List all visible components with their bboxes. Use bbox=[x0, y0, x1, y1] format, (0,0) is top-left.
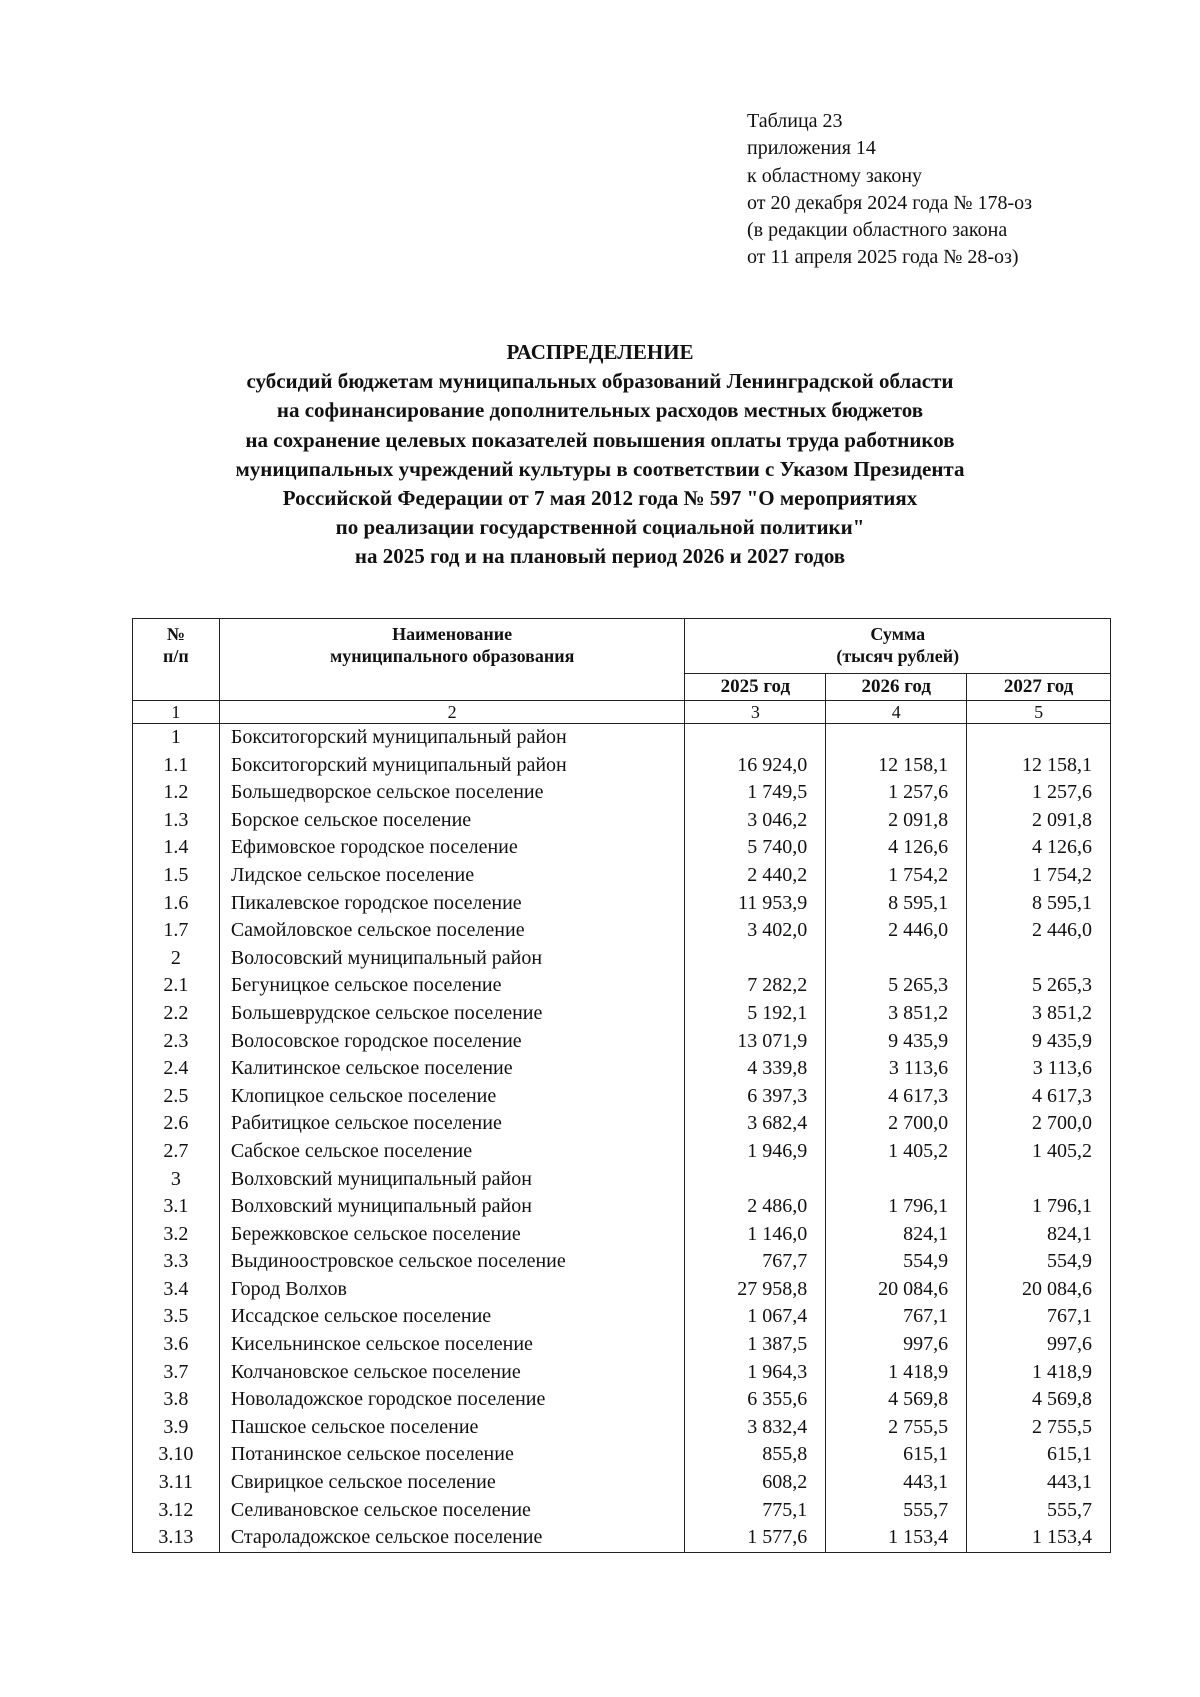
row-municipality-name: Клопицкое сельское поселение bbox=[219, 1083, 685, 1111]
row-municipality-name: Пашское сельское поселение bbox=[219, 1414, 685, 1442]
document-title bbox=[0, 338, 1200, 572]
row-value-2027 bbox=[967, 1166, 1111, 1194]
row-value-2025: 11 953,9 bbox=[685, 890, 826, 918]
row-municipality-name: Калитинское сельское поселение bbox=[219, 1055, 685, 1083]
row-value-2025: 13 071,9 bbox=[685, 1028, 826, 1056]
row-value-2027: 2 755,5 bbox=[967, 1414, 1111, 1442]
reference-law: к областному закону bbox=[747, 164, 923, 187]
row-value-2026: 615,1 bbox=[826, 1441, 967, 1469]
row-number: 3.2 bbox=[133, 1221, 220, 1249]
row-value-2026: 997,6 bbox=[826, 1331, 967, 1359]
row-value-2025: 1 577,6 bbox=[685, 1524, 826, 1552]
row-value-2026: 1 153,4 bbox=[826, 1524, 967, 1552]
row-number: 3.3 bbox=[133, 1248, 220, 1276]
row-municipality-name: Бегуницкое сельское поселение bbox=[219, 972, 685, 1000]
row-number: 2.5 bbox=[133, 1083, 220, 1111]
title-line: по реализации государственной социальной политики" bbox=[335, 515, 865, 540]
row-value-2027: 3 851,2 bbox=[967, 1000, 1111, 1028]
row-number: 1.1 bbox=[133, 752, 220, 780]
table-row bbox=[133, 1000, 1111, 1028]
row-value-2025: 1 749,5 bbox=[685, 779, 826, 807]
row-value-2025: 16 924,0 bbox=[685, 752, 826, 780]
row-number: 3.4 bbox=[133, 1276, 220, 1304]
row-value-2025 bbox=[685, 1166, 826, 1194]
row-number: 3.1 bbox=[133, 1193, 220, 1221]
row-municipality-name: Волосовское городское поселение bbox=[219, 1028, 685, 1056]
row-value-2026: 3 851,2 bbox=[826, 1000, 967, 1028]
row-municipality-name: Иссадское сельское поселение bbox=[219, 1303, 685, 1331]
table-row bbox=[133, 890, 1111, 918]
table-row bbox=[133, 972, 1111, 1000]
row-value-2026: 555,7 bbox=[826, 1497, 967, 1525]
row-value-2027: 1 418,9 bbox=[967, 1359, 1111, 1387]
row-value-2025: 7 282,2 bbox=[685, 972, 826, 1000]
header-number bbox=[133, 619, 220, 701]
row-value-2026: 1 754,2 bbox=[826, 862, 967, 890]
table-row bbox=[133, 1055, 1111, 1083]
row-municipality-name: Староладожское сельское поселение bbox=[219, 1524, 685, 1552]
table-row bbox=[133, 779, 1111, 807]
row-value-2026: 2 446,0 bbox=[826, 917, 967, 945]
header-name-line2: муниципального образования bbox=[329, 646, 575, 666]
row-municipality-name: Волховский муниципальный район bbox=[219, 1166, 685, 1194]
header-name-line1: Наименование bbox=[392, 624, 513, 644]
row-number: 2.7 bbox=[133, 1138, 220, 1166]
row-value-2025: 6 397,3 bbox=[685, 1083, 826, 1111]
table-body bbox=[133, 724, 1111, 1553]
row-municipality-name: Пикалевское городское поселение bbox=[219, 890, 685, 918]
row-value-2026: 1 796,1 bbox=[826, 1193, 967, 1221]
header-name bbox=[219, 619, 685, 701]
row-value-2027: 443,1 bbox=[967, 1469, 1111, 1497]
row-value-2027: 4 569,8 bbox=[967, 1386, 1111, 1414]
table-row bbox=[133, 1303, 1111, 1331]
title-line: на 2025 год и на плановый период 2026 и 2027 годов bbox=[354, 544, 846, 569]
header-sum bbox=[685, 619, 1111, 674]
row-municipality-name: Волховский муниципальный район bbox=[219, 1193, 685, 1221]
row-value-2026 bbox=[826, 724, 967, 752]
document-reference bbox=[747, 108, 1032, 272]
row-value-2027: 554,9 bbox=[967, 1248, 1111, 1276]
row-value-2025: 3 402,0 bbox=[685, 917, 826, 945]
row-number: 3.12 bbox=[133, 1497, 220, 1525]
table-row bbox=[133, 1166, 1111, 1194]
row-value-2025: 5 192,1 bbox=[685, 1000, 826, 1028]
table-row bbox=[133, 1276, 1111, 1304]
row-number: 3.13 bbox=[133, 1524, 220, 1552]
row-municipality-name: Бережковское сельское поселение bbox=[219, 1221, 685, 1249]
row-number: 1.6 bbox=[133, 890, 220, 918]
row-value-2027: 1 257,6 bbox=[967, 779, 1111, 807]
header-number-label: п/п bbox=[163, 646, 189, 666]
row-value-2027: 4 126,6 bbox=[967, 834, 1111, 862]
row-value-2025: 1 964,3 bbox=[685, 1359, 826, 1387]
row-municipality-name: Выдиноостровское сельское поселение bbox=[219, 1248, 685, 1276]
row-municipality-name: Волосовский муниципальный район bbox=[219, 945, 685, 973]
row-value-2025: 608,2 bbox=[685, 1469, 826, 1497]
row-number: 2.6 bbox=[133, 1110, 220, 1138]
row-value-2027: 1 153,4 bbox=[967, 1524, 1111, 1552]
row-value-2025: 1 387,5 bbox=[685, 1331, 826, 1359]
table-row bbox=[133, 724, 1111, 752]
row-municipality-name: Большеврудское сельское поселение bbox=[219, 1000, 685, 1028]
row-value-2025: 3 682,4 bbox=[685, 1110, 826, 1138]
row-value-2025: 6 355,6 bbox=[685, 1386, 826, 1414]
table-row bbox=[133, 834, 1111, 862]
row-value-2025: 1 946,9 bbox=[685, 1138, 826, 1166]
header-year-2027: 2027 год bbox=[967, 674, 1111, 701]
row-value-2026: 1 418,9 bbox=[826, 1359, 967, 1387]
row-value-2026: 2 755,5 bbox=[826, 1414, 967, 1442]
row-value-2026: 2 700,0 bbox=[826, 1110, 967, 1138]
row-value-2027: 615,1 bbox=[967, 1441, 1111, 1469]
row-number: 1.4 bbox=[133, 834, 220, 862]
row-value-2027: 5 265,3 bbox=[967, 972, 1111, 1000]
row-value-2027: 3 113,6 bbox=[967, 1055, 1111, 1083]
table-row bbox=[133, 752, 1111, 780]
row-value-2026: 1 257,6 bbox=[826, 779, 967, 807]
row-value-2027: 4 617,3 bbox=[967, 1083, 1111, 1111]
row-municipality-name: Город Волхов bbox=[219, 1276, 685, 1304]
table-row bbox=[133, 1193, 1111, 1221]
title-line: муниципальных учреждений культуры в соответствии с Указом Президента bbox=[235, 456, 965, 481]
row-value-2026: 1 405,2 bbox=[826, 1138, 967, 1166]
row-value-2026 bbox=[826, 945, 967, 973]
title-line: на софинансирование дополнительных расходов местных бюджетов bbox=[276, 398, 924, 423]
row-value-2025: 5 740,0 bbox=[685, 834, 826, 862]
table-row bbox=[133, 1083, 1111, 1111]
row-number: 1.7 bbox=[133, 917, 220, 945]
reference-edition: (в редакции областного закона bbox=[747, 219, 1008, 242]
header-year-2026: 2026 год bbox=[826, 674, 967, 701]
row-municipality-name: Кисельнинское сельское поселение bbox=[219, 1331, 685, 1359]
row-value-2027: 2 700,0 bbox=[967, 1110, 1111, 1138]
row-number: 2.3 bbox=[133, 1028, 220, 1056]
row-value-2025: 3 832,4 bbox=[685, 1414, 826, 1442]
row-municipality-name: Борское сельское поселение bbox=[219, 807, 685, 835]
row-value-2025: 27 958,8 bbox=[685, 1276, 826, 1304]
table-row bbox=[133, 807, 1111, 835]
table-row bbox=[133, 862, 1111, 890]
reference-edition-date: от 11 апреля 2025 года № 28-оз) bbox=[747, 246, 1019, 269]
row-municipality-name: Сабское сельское поселение bbox=[219, 1138, 685, 1166]
row-municipality-name: Большедворское сельское поселение bbox=[219, 779, 685, 807]
row-municipality-name: Ефимовское городское поселение bbox=[219, 834, 685, 862]
row-number: 3.11 bbox=[133, 1469, 220, 1497]
row-value-2027: 2 446,0 bbox=[967, 917, 1111, 945]
row-municipality-name: Колчановское сельское поселение bbox=[219, 1359, 685, 1387]
row-number: 2.2 bbox=[133, 1000, 220, 1028]
row-value-2027 bbox=[967, 724, 1111, 752]
row-value-2025: 2 440,2 bbox=[685, 862, 826, 890]
row-value-2025 bbox=[685, 724, 826, 752]
table-row bbox=[133, 1110, 1111, 1138]
row-value-2027: 1 405,2 bbox=[967, 1138, 1111, 1166]
row-value-2026: 3 113,6 bbox=[826, 1055, 967, 1083]
header-year-2025: 2025 год bbox=[685, 674, 826, 701]
row-number: 3.8 bbox=[133, 1386, 220, 1414]
row-number: 1.2 bbox=[133, 779, 220, 807]
column-number: 4 bbox=[826, 701, 967, 724]
row-value-2025: 3 046,2 bbox=[685, 807, 826, 835]
row-value-2027: 12 158,1 bbox=[967, 752, 1111, 780]
table-row bbox=[133, 1028, 1111, 1056]
row-value-2025: 775,1 bbox=[685, 1497, 826, 1525]
row-number: 1.3 bbox=[133, 807, 220, 835]
row-value-2026: 4 569,8 bbox=[826, 1386, 967, 1414]
table-row bbox=[133, 1138, 1111, 1166]
row-value-2026: 443,1 bbox=[826, 1469, 967, 1497]
row-number: 3.9 bbox=[133, 1414, 220, 1442]
row-municipality-name: Рабитицкое сельское поселение bbox=[219, 1110, 685, 1138]
row-value-2027: 997,6 bbox=[967, 1331, 1111, 1359]
row-number: 3.7 bbox=[133, 1359, 220, 1387]
row-value-2027 bbox=[967, 945, 1111, 973]
table-row bbox=[133, 1359, 1111, 1387]
row-value-2026: 5 265,3 bbox=[826, 972, 967, 1000]
row-municipality-name: Потанинское сельское поселение bbox=[219, 1441, 685, 1469]
header-sum-line2: (тысяч рублей) bbox=[836, 646, 960, 666]
row-value-2026: 824,1 bbox=[826, 1221, 967, 1249]
row-value-2025: 2 486,0 bbox=[685, 1193, 826, 1221]
table-row bbox=[133, 1221, 1111, 1249]
column-number: 2 bbox=[219, 701, 685, 724]
table-row bbox=[133, 1414, 1111, 1442]
row-number: 2.4 bbox=[133, 1055, 220, 1083]
row-municipality-name: Самойловское сельское поселение bbox=[219, 917, 685, 945]
reference-appendix: приложения 14 bbox=[747, 137, 876, 160]
row-number: 1 bbox=[133, 724, 220, 752]
table-row bbox=[133, 1441, 1111, 1469]
row-value-2026: 2 091,8 bbox=[826, 807, 967, 835]
row-number: 3.6 bbox=[133, 1331, 220, 1359]
row-number: 3.5 bbox=[133, 1303, 220, 1331]
row-value-2026: 8 595,1 bbox=[826, 890, 967, 918]
row-number: 3 bbox=[133, 1166, 220, 1194]
row-value-2027: 2 091,8 bbox=[967, 807, 1111, 835]
row-municipality-name: Новоладожское городское поселение bbox=[219, 1386, 685, 1414]
header-sum-line1: Сумма bbox=[870, 624, 926, 644]
column-number: 3 bbox=[685, 701, 826, 724]
row-value-2026: 4 617,3 bbox=[826, 1083, 967, 1111]
row-value-2026: 9 435,9 bbox=[826, 1028, 967, 1056]
row-value-2025: 855,8 bbox=[685, 1441, 826, 1469]
row-value-2025: 4 339,8 bbox=[685, 1055, 826, 1083]
row-municipality-name: Селивановское сельское поселение bbox=[219, 1497, 685, 1525]
row-value-2027: 824,1 bbox=[967, 1221, 1111, 1249]
table-row bbox=[133, 1331, 1111, 1359]
title-line: на сохранение целевых показателей повышения оплаты труда работников bbox=[245, 427, 955, 452]
row-value-2027: 555,7 bbox=[967, 1497, 1111, 1525]
reference-law-date: от 20 декабря 2024 года № 178-оз bbox=[747, 191, 1033, 214]
row-number: 3.10 bbox=[133, 1441, 220, 1469]
row-value-2027: 1 754,2 bbox=[967, 862, 1111, 890]
column-number: 1 bbox=[133, 701, 220, 724]
reference-table-number: Таблица 23 bbox=[747, 110, 843, 132]
title-line: Российской Федерации от 7 мая 2012 года № 597 "О мероприятиях bbox=[282, 486, 918, 511]
row-value-2027: 9 435,9 bbox=[967, 1028, 1111, 1056]
table-row bbox=[133, 1248, 1111, 1276]
row-municipality-name: Лидское сельское поселение bbox=[219, 862, 685, 890]
table-row bbox=[133, 917, 1111, 945]
row-value-2027: 20 084,6 bbox=[967, 1276, 1111, 1304]
row-value-2027: 8 595,1 bbox=[967, 890, 1111, 918]
row-value-2027: 1 796,1 bbox=[967, 1193, 1111, 1221]
row-value-2025 bbox=[685, 945, 826, 973]
row-value-2025: 1 067,4 bbox=[685, 1303, 826, 1331]
row-number: 2.1 bbox=[133, 972, 220, 1000]
row-municipality-name: Свирицкое сельское поселение bbox=[219, 1469, 685, 1497]
row-value-2026: 4 126,6 bbox=[826, 834, 967, 862]
row-municipality-name: Бокситогорский муниципальный район bbox=[219, 724, 685, 752]
row-value-2026: 20 084,6 bbox=[826, 1276, 967, 1304]
table-row bbox=[133, 945, 1111, 973]
row-number: 2 bbox=[133, 945, 220, 973]
row-value-2026 bbox=[826, 1166, 967, 1194]
row-number: 1.5 bbox=[133, 862, 220, 890]
row-value-2025: 767,7 bbox=[685, 1248, 826, 1276]
table-row bbox=[133, 1386, 1111, 1414]
row-value-2027: 767,1 bbox=[967, 1303, 1111, 1331]
column-number: 5 bbox=[967, 701, 1111, 724]
distribution-table bbox=[132, 618, 1111, 1553]
row-value-2026: 12 158,1 bbox=[826, 752, 967, 780]
header-number-sign: № bbox=[166, 624, 185, 644]
table-row bbox=[133, 1469, 1111, 1497]
table-row bbox=[133, 1524, 1111, 1552]
row-value-2025: 1 146,0 bbox=[685, 1221, 826, 1249]
row-value-2026: 554,9 bbox=[826, 1248, 967, 1276]
title-heading: РАСПРЕДЕЛЕНИЕ bbox=[506, 340, 694, 364]
row-municipality-name: Бокситогорский муниципальный район bbox=[219, 752, 685, 780]
row-value-2026: 767,1 bbox=[826, 1303, 967, 1331]
table-row bbox=[133, 1497, 1111, 1525]
title-line: субсидий бюджетам муниципальных образований Ленинградской области bbox=[246, 369, 954, 394]
